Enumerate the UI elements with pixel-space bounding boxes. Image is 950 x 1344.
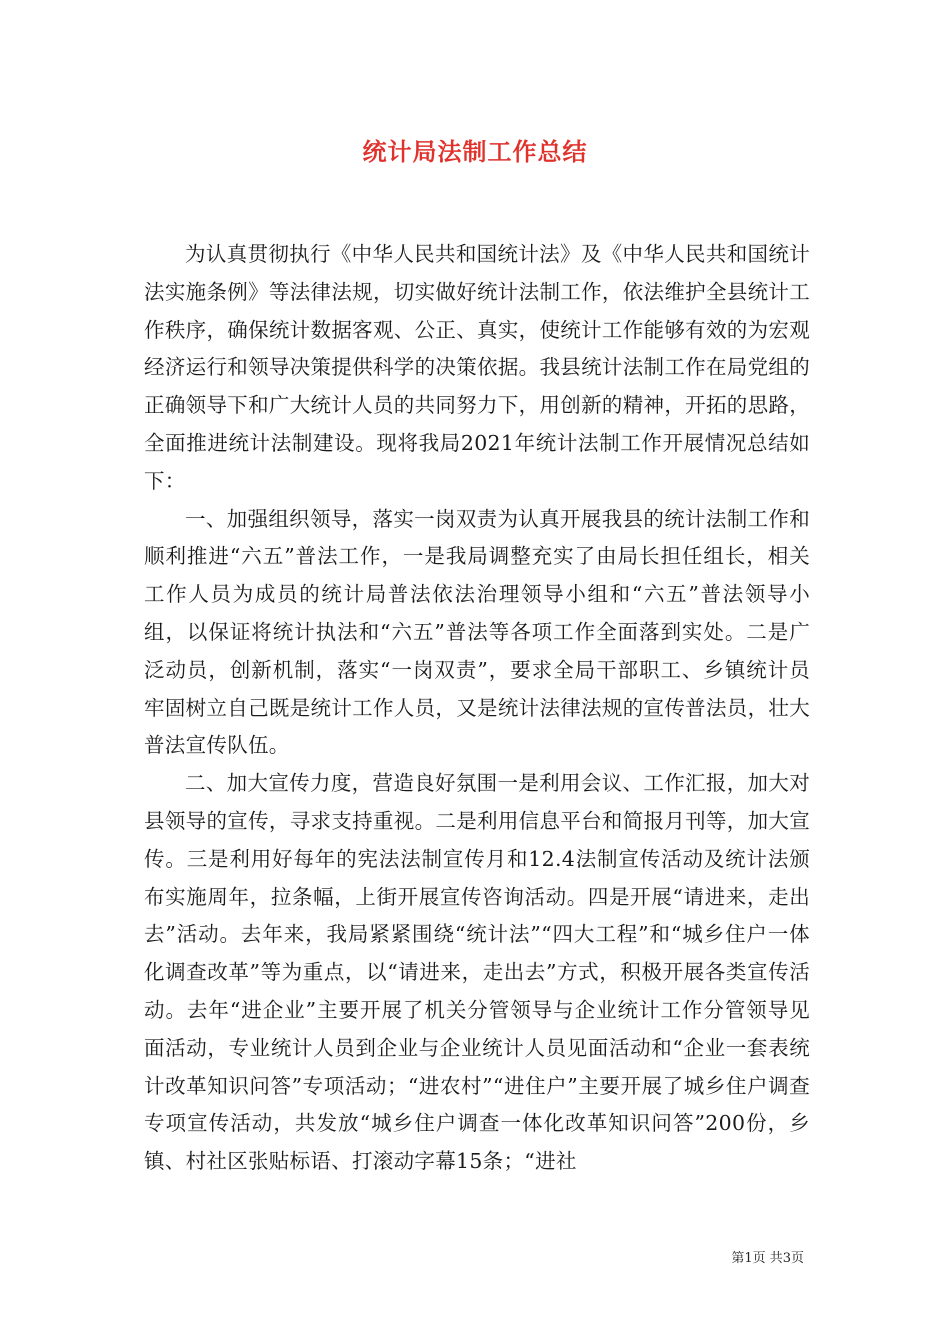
paragraph-intro: 为认真贯彻执行《中华人民共和国统计法》及《中华人民共和国统计法实施条例》等法律法规，切实做好统计法制工作，依法维护全县统计工作秩序，确保统计数据客观、公正、真实，使统计工作能够有效的为宏观经济运行和领导决策提供科学的决策依据。我县统计法制工作在局党组的正确领导下和广大统计人员的共同努力下，用创新的精神，开拓的思路，全面推进统计法制建设。现将我局2021年统计法制工作开展情况总结如下： <box>144 242 810 493</box>
paragraph-section-1: 一、加强组织领导，落实一岗双责为认真开展我县的统计法制工作和顺利推进“六五”普法工作，一是我局调整充实了由局长担任组长，相关工作人员为成员的统计局普法依法治理领导小组和“六五”普法领导小组，以保证将统计执法和“六五”普法等各项工作全面落到实处。二是广泛动员，创新机制，落实“一岗双责”，要求全局干部职工、乡镇统计员牢固树立自己既是统计工作人员，又是统计法律法规的宣传普法员，壮大普法宣传队伍。 <box>144 506 810 758</box>
page-number: 第1页 共3页 <box>731 1251 804 1266</box>
paragraph-section-2: 二、加大宣传力度，营造良好氛围一是利用会议、工作汇报，加大对县领导的宣传，寻求支持重视。二是利用信息平台和简报月刊等，加大宣传。三是利用好每年的宪法法制宣传月和12.4法制宣传活动及统计法颁布实施周年，拉条幅，上街开展宣传咨询活动。四是开展“请进来，走出去”活动。去年来，我局紧紧围绕“统计法”“四大工程”和“城乡住户一体化调查改革”等为重点，以“请进来，走出去”方式，积极开展各类宣传活动。去年“进企业”主要开展了机关分管领导与企业统计工作分管领导见面活动，专业统计人员到企业与企业统计人员见面活动和“企业一套表统计改革知识问答”专项活动；“进农村”“进住户”主要开展了城乡住户调查专项宣传活动，共发放“城乡住户调查一体化改革知识问答”200份，乡镇、村社区张贴标语、打滚动字幕15条；“进社 <box>144 771 810 1174</box>
document-body <box>144 236 810 1181</box>
document-title: 统计局法制工作总结 <box>362 137 588 166</box>
